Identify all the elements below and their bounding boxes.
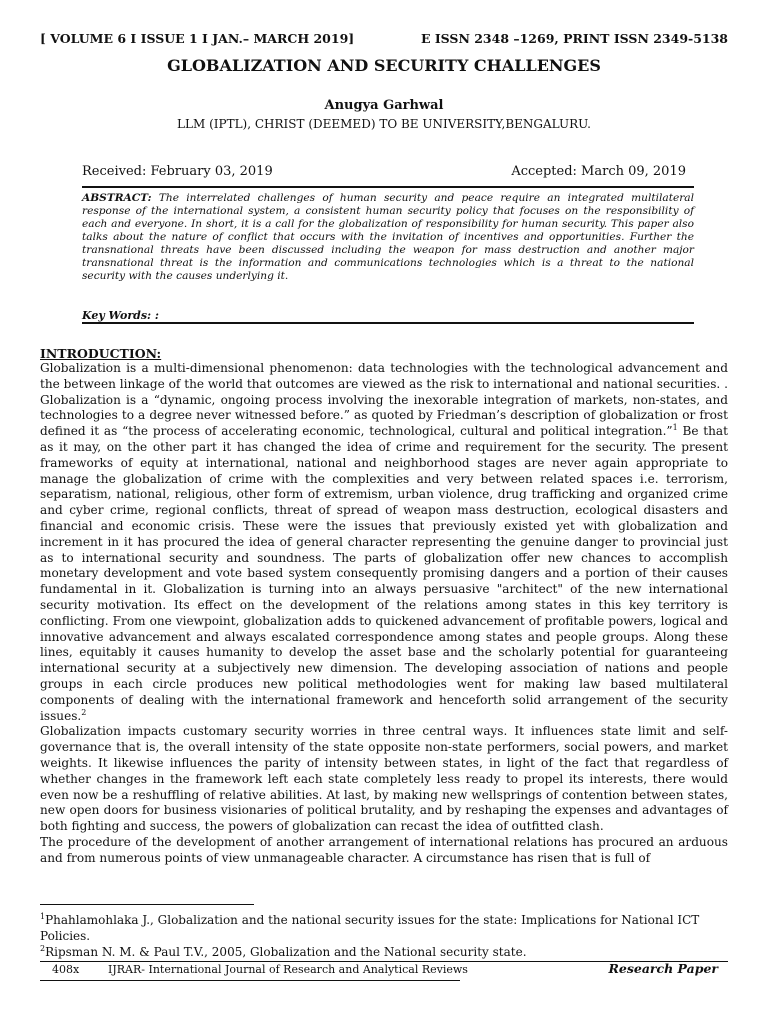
received-date: Received: February 03, 2019 [82, 164, 273, 179]
accepted-date: Accepted: March 09, 2019 [511, 164, 686, 179]
keywords: Key Words: : [82, 309, 159, 322]
abstract-bottom-rule [82, 322, 694, 324]
header-issn: E ISSN 2348 –1269, PRINT ISSN 2349-5138 [420, 31, 728, 46]
paragraph-2: Globalization impacts customary security worries in three central ways. It influences state limit and self-governance that is, the overall intensity of the state opposite non-state performers, social powers, and market weights. It likewise influences the parity of intensity between states, in light of the fact that regardless of whether changes in the framework left each state completely less ready to propel its interests, there would even now be a reshuffling of relative abilities. At last, by making new wellsprings of contention between states, new open doors for business visionaries of political brutality, and by reshaping the expenses and advantages of both fighting and success, the powers of globalization can recast the idea of outfitted clash. [40, 724, 728, 834]
paragraph-1-part-b: Be that as it may, on the other part it has changed the idea of crime and requirement for the security. The present frameworks of equity at international, national and neighborhood stages are never again appropriate to manage the globalization of crime with the complexities and very between related spaces i.e. terrorism, separatism, national, religious, other form of extremism, urban violence, drug trafficking and organized crime and cyber crime, regional conflicts, threat of spread of weapon mass destruction, ecological disasters and financial and economic crisis. These were the issues that previously existed yet with globalization and increment in it has procured the idea of general character representing the genuine danger to provincial just as to international security and soundness. The parts of globalization offer new chances to accomplish monetary development and vote based system consequently promising dangers and a portion of their causes fundamental in it. Globalization is turning into an always persuasive "architect" of the new international security motivation. Its effect on the development of the relations among states in this key territory is conflicting. From one viewpoint, globalization adds to quickened advancement of profitable powers, logical and innovative advancement and always escalated correspondence among states and people groups. Along these lines, equitably it causes humanity to develop the asset base and the scholarly potential for guaranteeing international security at a subjectively new dimension. The developing association of nations and people groups in each circle produces new political methodologies went for making law based multilateral components of dealing with the international framework and henceforth solid arrangement of the security issues. [40, 424, 728, 723]
footer-underline [40, 980, 460, 981]
footer-journal-name: IJRAR- International Journal of Research and Analytical Reviews [108, 963, 468, 976]
body-text [40, 361, 728, 867]
author-affiliation: LLM (IPTL), CHRIST (DEEMED) TO BE UNIVERSITY,BENGALURU. [177, 117, 591, 131]
paper-title: GLOBALIZATION AND SECURITY CHALLENGES [167, 56, 601, 75]
footer-page-number: 408x [52, 963, 80, 976]
footnote-1-text: Phahlamohlaka J., Globalization and the national security issues for the state: Implications for National ICT Policies. [40, 913, 700, 943]
footnote-1-mark: 1 [40, 912, 46, 921]
footnote-2-text: Ripsman N. M. & Paul T.V., 2005, Globalization and the National security state. [45, 945, 527, 959]
footer-paper-type: Research Paper [608, 961, 718, 976]
footnote-rule [40, 904, 254, 905]
footnote-1 [40, 912, 728, 944]
abstract-top-rule [82, 186, 694, 188]
header-volume: [ VOLUME 6 I ISSUE 1 I JAN.– MARCH 2019] [40, 31, 355, 46]
paragraph-3: The procedure of the development of another arrangement of international relations has procured an arduous and from numerous points of view unmanageable character. A circumstance has risen that is full of [40, 834, 728, 865]
section-heading-introduction: INTRODUCTION: [40, 346, 162, 361]
footnote-ref-1[interactable]: 1 [672, 423, 678, 433]
author-name: Anugya Garhwal [324, 98, 444, 113]
paragraph-1 [40, 361, 728, 724]
footnote-ref-2[interactable]: 2 [81, 707, 87, 717]
footnote-2-mark: 2 [40, 944, 46, 953]
paragraph-1-part-a: Globalization is a multi-dimensional phenomenon: data technologies with the technological advancement and the between linkage of the world that outcomes are viewed as the risk to international and national securities. . Globalization is a “dynamic, ongoing process involving the inexorable integration of markets, non-states, and technologies to a degree never witnessed before.” as quoted by Friedman’s description of globalization or frost defined it as “the process of accelerating economic, technological, cultural and political integration.” [40, 361, 728, 439]
abstract-text: The interrelated challenges of human security and peace require an integrated multilateral response of the international system, a consistent human security policy that focuses on the responsibility of each and everyone. In short, it is a call for the globalization of responsibility for human security. This paper also talks about the nature of conflict that occurs with the invitation of incentives and opportunities. Further the transnational threats have been discussed including the weapon for mass destruction and another major transnational threat is the information and communications technologies which is a threat to the national security with the causes underlying it. [82, 192, 694, 282]
footnote-2 [40, 944, 728, 960]
footnotes [40, 912, 728, 960]
abstract-label: ABSTRACT: [82, 192, 152, 204]
abstract [82, 192, 694, 283]
